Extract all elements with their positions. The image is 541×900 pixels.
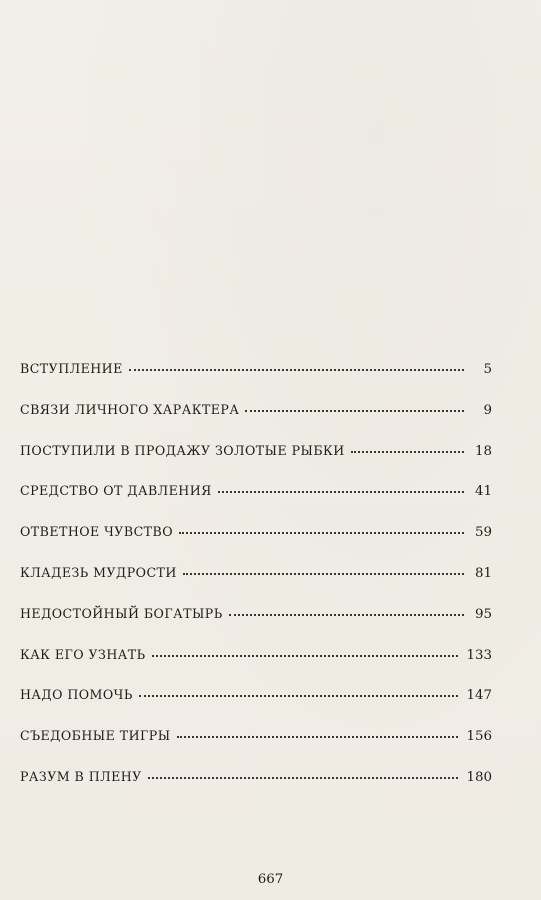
page-number: 667 bbox=[257, 872, 284, 887]
dot-leader bbox=[139, 694, 459, 697]
dot-leader bbox=[179, 531, 464, 534]
toc-entry bbox=[20, 361, 492, 402]
toc-entry-title: ВСТУПЛЕНИЕ bbox=[20, 361, 123, 376]
toc-entry-page: 180 bbox=[466, 769, 492, 785]
toc-entry-page: 18 bbox=[474, 443, 492, 459]
toc-entry bbox=[20, 687, 492, 728]
toc-entry bbox=[20, 606, 492, 647]
toc-entry bbox=[20, 524, 492, 565]
dot-leader bbox=[351, 450, 464, 453]
dot-leader bbox=[177, 735, 459, 738]
toc-entry bbox=[20, 483, 492, 524]
toc-entry bbox=[20, 402, 492, 443]
toc-entry-title: ОТВЕТНОЕ ЧУВСТВО bbox=[20, 524, 173, 540]
toc-entry-page: 133 bbox=[466, 647, 492, 663]
dot-leader bbox=[152, 654, 459, 657]
toc-entry bbox=[20, 769, 492, 810]
toc-entry-page: 5 bbox=[483, 362, 492, 377]
toc-entry bbox=[20, 647, 492, 688]
toc-entry-page: 156 bbox=[466, 729, 492, 745]
dot-leader bbox=[245, 409, 464, 412]
dot-leader bbox=[183, 572, 464, 575]
dot-leader bbox=[148, 776, 459, 779]
toc-entry bbox=[20, 728, 492, 769]
toc-entry-page: 147 bbox=[466, 688, 492, 704]
toc-entry-page: 81 bbox=[474, 565, 492, 581]
toc-entry-title: КЛАДЕЗЬ МУДРОСТИ bbox=[20, 564, 177, 580]
toc-entry-page: 41 bbox=[474, 484, 492, 500]
toc-entry bbox=[20, 443, 492, 484]
table-of-contents bbox=[20, 361, 492, 810]
toc-entry-title: НЕДОСТОЙНЫЙ БОГАТЫРЬ bbox=[20, 605, 223, 621]
toc-entry-title: СЪЕДОБНЫЕ ТИГРЫ bbox=[20, 728, 171, 744]
toc-entry-page: 95 bbox=[474, 606, 492, 622]
toc-entry-title: СВЯЗИ ЛИЧНОГО ХАРАКТЕРА bbox=[20, 401, 240, 417]
toc-entry-title: СРЕДСТВО ОТ ДАВЛЕНИЯ bbox=[20, 483, 212, 499]
toc-entry-title: НАДО ПОМОЧЬ bbox=[20, 687, 133, 703]
toc-entry-page: 59 bbox=[474, 525, 492, 541]
dot-leader bbox=[218, 490, 464, 493]
toc-entry bbox=[20, 565, 492, 606]
dot-leader bbox=[229, 613, 464, 616]
toc-entry-title: ПОСТУПИЛИ В ПРОДАЖУ ЗОЛОТЫЕ РЫБКИ bbox=[20, 442, 345, 458]
toc-entry-title: РАЗУМ В ПЛЕНУ bbox=[20, 768, 142, 784]
toc-entry-page: 9 bbox=[483, 402, 492, 418]
toc-entry-title: КАК ЕГО УЗНАТЬ bbox=[20, 646, 146, 662]
dot-leader bbox=[129, 368, 464, 371]
